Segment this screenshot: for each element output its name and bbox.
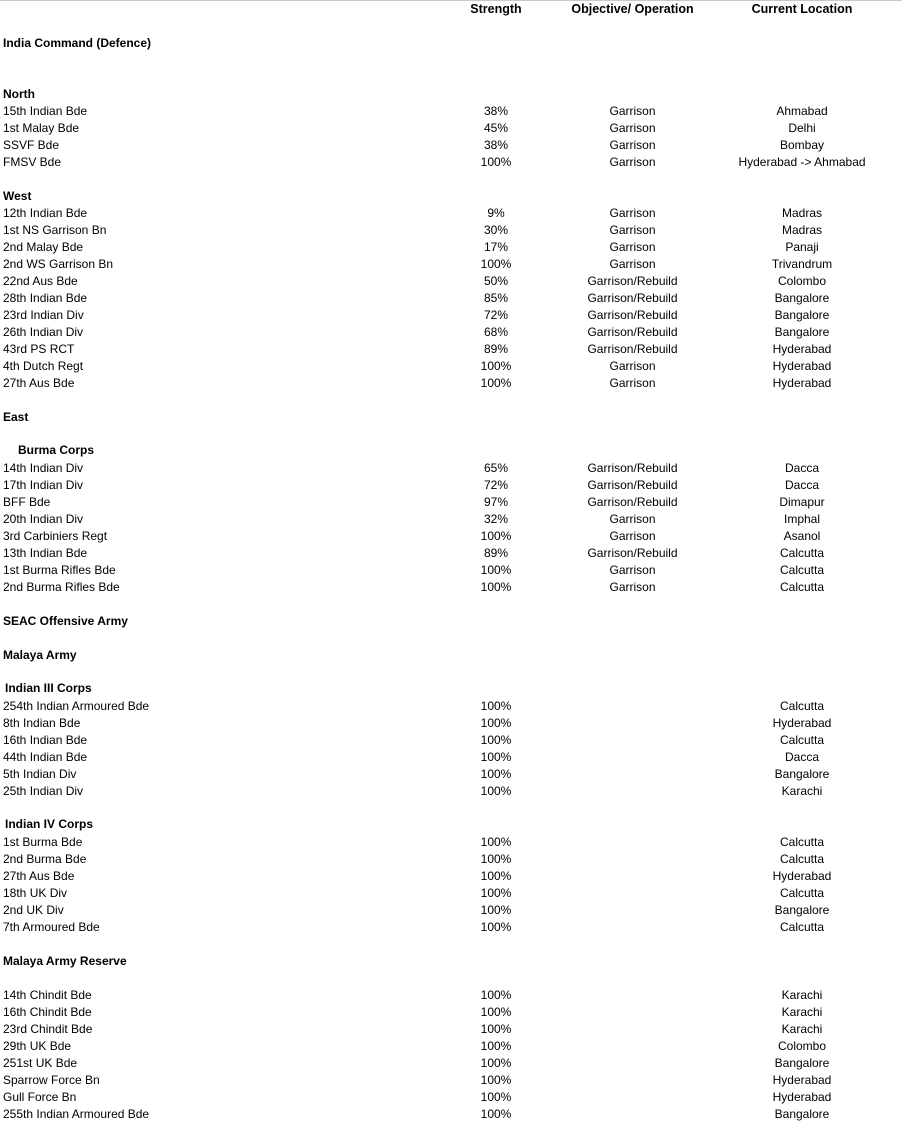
unit-strength: 100%: [480, 580, 512, 594]
unit-objective: [566, 902, 699, 919]
unit-location: Calcutta: [779, 886, 825, 900]
unit-row: [0, 715, 902, 732]
section-heading-row: [0, 613, 902, 630]
unit-location: Ahmabad: [776, 104, 828, 118]
section-heading-row: [0, 35, 902, 52]
section-title: India Command (Defence): [3, 36, 152, 50]
unit-name: 7th Armoured Bde: [3, 920, 100, 934]
unit-name: 18th UK Div: [3, 886, 68, 900]
section-heading-row: [0, 647, 902, 664]
unit-location: Dacca: [784, 750, 819, 764]
unit-strength: 45%: [483, 121, 509, 135]
unit-row: [0, 205, 902, 222]
unit-row: [0, 1089, 902, 1106]
unit-strength: 100%: [480, 1005, 512, 1019]
unit-strength: 100%: [480, 155, 512, 169]
unit-row: [0, 290, 902, 307]
header-location: Current Location: [751, 2, 853, 16]
unit-location: Calcutta: [779, 852, 825, 866]
unit-name: 16th Chindit Bde: [3, 1005, 92, 1019]
section-title: Malaya Army Reserve: [3, 954, 127, 968]
unit-strength: 97%: [483, 495, 509, 509]
unit-name: 23rd Indian Div: [3, 308, 84, 322]
unit-strength: 50%: [483, 274, 509, 288]
unit-strength: 85%: [483, 291, 509, 305]
unit-location: Calcutta: [779, 546, 825, 560]
unit-location: Madras: [781, 206, 822, 220]
unit-objective: [566, 851, 699, 868]
unit-name: 4th Dutch Regt: [3, 359, 84, 373]
unit-location: Hyderabad: [772, 1090, 832, 1104]
unit-location: Delhi: [788, 121, 816, 135]
unit-location: Bangalore: [774, 1056, 830, 1070]
unit-objective: [566, 766, 699, 783]
unit-strength: 100%: [480, 376, 512, 390]
unit-row: [0, 1055, 902, 1072]
unit-row: [0, 545, 902, 562]
unit-name: 2nd Burma Bde: [3, 852, 87, 866]
unit-row: [0, 375, 902, 392]
unit-row: [0, 511, 902, 528]
unit-name: 13th Indian Bde: [3, 546, 88, 560]
unit-name: 2nd Malay Bde: [3, 240, 84, 254]
unit-objective: Garrison: [609, 563, 656, 577]
unit-location: Panaji: [785, 240, 819, 254]
unit-location: Dimapur: [779, 495, 825, 509]
unit-objective: Garrison: [609, 257, 656, 271]
unit-objective: [566, 749, 699, 766]
unit-row: [0, 477, 902, 494]
section-title: Indian IV Corps: [5, 817, 94, 831]
unit-strength: 68%: [483, 325, 509, 339]
section-title: SEAC Offensive Army: [3, 614, 128, 628]
unit-objective: Garrison: [609, 376, 656, 390]
unit-row: [0, 749, 902, 766]
unit-name: 12th Indian Bde: [3, 206, 88, 220]
header-objective: Objective/ Operation: [571, 2, 694, 16]
unit-location: Karachi: [781, 988, 823, 1002]
unit-strength: 100%: [480, 920, 512, 934]
unit-objective: [566, 919, 699, 936]
unit-objective: Garrison/Rebuild: [587, 291, 678, 305]
unit-objective: Garrison: [609, 206, 656, 220]
unit-row: [0, 919, 902, 936]
unit-strength: 100%: [480, 1039, 512, 1053]
unit-strength: 100%: [480, 1073, 512, 1087]
unit-name: 14th Indian Div: [3, 461, 84, 475]
unit-location: Hyderabad: [772, 342, 832, 356]
unit-strength: 89%: [483, 342, 509, 356]
unit-objective: [566, 1089, 699, 1106]
section-title: West: [3, 189, 32, 203]
unit-objective: Garrison: [609, 104, 656, 118]
unit-objective: [566, 715, 699, 732]
unit-strength: 100%: [480, 852, 512, 866]
unit-row: [0, 358, 902, 375]
unit-row: [0, 103, 902, 120]
unit-row: [0, 120, 902, 137]
unit-strength: 100%: [480, 886, 512, 900]
section-heading-row: [0, 188, 902, 205]
unit-location: Hyderabad: [772, 376, 832, 390]
unit-row: [0, 783, 902, 800]
unit-name: 2nd Burma Rifles Bde: [3, 580, 120, 594]
unit-name: 27th Aus Bde: [3, 376, 75, 390]
unit-objective: Garrison: [609, 512, 656, 526]
unit-objective: Garrison: [609, 240, 656, 254]
unit-row: [0, 273, 902, 290]
unit-location: Madras: [781, 223, 822, 237]
unit-strength: 9%: [487, 206, 505, 220]
unit-row: [0, 222, 902, 239]
unit-name: 255th Indian Armoured Bde: [3, 1107, 150, 1121]
unit-strength: 65%: [483, 461, 509, 475]
unit-row: [0, 698, 902, 715]
section-heading-row: [0, 86, 902, 103]
unit-name: 1st Burma Bde: [3, 835, 83, 849]
unit-objective: Garrison: [609, 580, 656, 594]
unit-strength: 30%: [483, 223, 509, 237]
unit-strength: 100%: [480, 1022, 512, 1036]
unit-strength: 72%: [483, 478, 509, 492]
unit-row: [0, 885, 902, 902]
unit-name: 3rd Carbiniers Regt: [3, 529, 108, 543]
unit-location: Calcutta: [779, 920, 825, 934]
unit-location: Hyderabad -> Ahmabad: [738, 155, 866, 169]
unit-strength: 100%: [480, 903, 512, 917]
unit-row: [0, 154, 902, 171]
unit-row: [0, 256, 902, 273]
unit-location: Karachi: [781, 784, 823, 798]
unit-row: [0, 341, 902, 358]
unit-location: Bangalore: [774, 291, 830, 305]
unit-name: 1st NS Garrison Bn: [3, 223, 107, 237]
unit-location: Hyderabad: [772, 869, 832, 883]
unit-row: [0, 987, 902, 1004]
unit-objective: Garrison: [609, 223, 656, 237]
unit-name: BFF Bde: [3, 495, 51, 509]
unit-name: 29th UK Bde: [3, 1039, 72, 1053]
unit-location: Bangalore: [774, 308, 830, 322]
unit-objective: [566, 1004, 699, 1021]
unit-objective: Garrison: [609, 121, 656, 135]
unit-name: 22nd Aus Bde: [3, 274, 78, 288]
section-heading-row: [0, 680, 902, 697]
section-heading-row: [0, 953, 902, 970]
unit-strength: 38%: [483, 104, 509, 118]
unit-objective: [566, 987, 699, 1004]
unit-location: Colombo: [777, 1039, 827, 1053]
unit-strength: 38%: [483, 138, 509, 152]
unit-row: [0, 1072, 902, 1089]
unit-objective: [566, 1072, 699, 1089]
unit-strength: 100%: [480, 1107, 512, 1121]
section-title: Malaya Army: [3, 648, 77, 662]
unit-name: 2nd UK Div: [3, 903, 64, 917]
unit-strength: 100%: [480, 784, 512, 798]
unit-location: Hyderabad: [772, 1073, 832, 1087]
unit-strength: 100%: [480, 529, 512, 543]
unit-location: Colombo: [777, 274, 827, 288]
unit-objective: [566, 698, 699, 715]
unit-objective: [566, 783, 699, 800]
unit-name: 17th Indian Div: [3, 478, 84, 492]
unit-name: 1st Burma Rifles Bde: [3, 563, 116, 577]
unit-row: [0, 579, 902, 596]
unit-row: [0, 766, 902, 783]
unit-row: [0, 1004, 902, 1021]
section-heading-row: [0, 442, 902, 459]
unit-location: Bombay: [779, 138, 825, 152]
unit-location: Trivandrum: [771, 257, 833, 271]
unit-objective: [566, 834, 699, 851]
unit-strength: 17%: [483, 240, 509, 254]
unit-objective: [566, 732, 699, 749]
unit-row: [0, 732, 902, 749]
section-heading-row: [0, 816, 902, 833]
unit-strength: 100%: [480, 835, 512, 849]
unit-name: 26th Indian Div: [3, 325, 84, 339]
unit-location: Asanol: [783, 529, 821, 543]
unit-objective: Garrison/Rebuild: [587, 495, 678, 509]
unit-row: [0, 528, 902, 545]
unit-row: [0, 834, 902, 851]
unit-location: Dacca: [784, 461, 819, 475]
unit-objective: [566, 868, 699, 885]
unit-row: [0, 494, 902, 511]
section-title: East: [3, 410, 29, 424]
unit-location: Imphal: [783, 512, 821, 526]
unit-location: Calcutta: [779, 733, 825, 747]
unit-strength: 100%: [480, 563, 512, 577]
unit-row: [0, 1106, 902, 1123]
unit-name: 28th Indian Bde: [3, 291, 88, 305]
unit-row: [0, 851, 902, 868]
unit-objective: [566, 1106, 699, 1123]
unit-name: 43rd PS RCT: [3, 342, 75, 356]
unit-row: [0, 324, 902, 341]
unit-name: Sparrow Force Bn: [3, 1073, 100, 1087]
unit-name: FMSV Bde: [3, 155, 62, 169]
unit-location: Bangalore: [774, 767, 830, 781]
unit-strength: 100%: [480, 733, 512, 747]
unit-name: 254th Indian Armoured Bde: [3, 699, 150, 713]
unit-objective: Garrison/Rebuild: [587, 342, 678, 356]
unit-name: 1st Malay Bde: [3, 121, 80, 135]
unit-strength: 100%: [480, 1056, 512, 1070]
unit-strength: 100%: [480, 359, 512, 373]
unit-strength: 100%: [480, 750, 512, 764]
unit-location: Hyderabad: [772, 359, 832, 373]
unit-row: [0, 562, 902, 579]
unit-objective: Garrison: [609, 529, 656, 543]
column-header-row: [0, 1, 902, 18]
unit-location: Bangalore: [774, 903, 830, 917]
unit-row: [0, 902, 902, 919]
unit-name: 25th Indian Div: [3, 784, 84, 798]
unit-strength: 100%: [480, 1090, 512, 1104]
unit-objective: Garrison: [609, 359, 656, 373]
unit-objective: Garrison/Rebuild: [587, 478, 678, 492]
unit-strength: 32%: [483, 512, 509, 526]
unit-row: [0, 1021, 902, 1038]
unit-objective: Garrison/Rebuild: [587, 308, 678, 322]
unit-name: 8th Indian Bde: [3, 716, 81, 730]
unit-objective: Garrison: [609, 155, 656, 169]
unit-objective: Garrison/Rebuild: [587, 546, 678, 560]
unit-location: Bangalore: [774, 325, 830, 339]
unit-row: [0, 239, 902, 256]
unit-row: [0, 137, 902, 154]
unit-location: Bangalore: [774, 1107, 830, 1121]
unit-name: 251st UK Bde: [3, 1056, 78, 1070]
unit-location: Hyderabad: [772, 716, 832, 730]
unit-objective: [566, 1055, 699, 1072]
unit-objective: [566, 1021, 699, 1038]
unit-row: [0, 1038, 902, 1055]
unit-strength: 100%: [480, 699, 512, 713]
section-heading-row: [0, 409, 902, 426]
unit-name: 44th Indian Bde: [3, 750, 88, 764]
unit-name: 14th Chindit Bde: [3, 988, 92, 1002]
unit-strength: 72%: [483, 308, 509, 322]
section-title: Burma Corps: [18, 443, 95, 457]
unit-objective: Garrison: [609, 138, 656, 152]
unit-location: Calcutta: [779, 699, 825, 713]
header-strength: Strength: [470, 2, 522, 16]
unit-row: [0, 307, 902, 324]
unit-strength: 100%: [480, 767, 512, 781]
unit-location: Karachi: [781, 1022, 823, 1036]
unit-name: 5th Indian Div: [3, 767, 77, 781]
section-title: North: [3, 87, 35, 101]
unit-location: Calcutta: [779, 835, 825, 849]
unit-location: Calcutta: [779, 563, 825, 577]
unit-location: Dacca: [784, 478, 819, 492]
section-title: Indian III Corps: [5, 681, 92, 695]
unit-name: 20th Indian Div: [3, 512, 84, 526]
unit-strength: 100%: [480, 257, 512, 271]
unit-row: [0, 460, 902, 477]
unit-objective: Garrison/Rebuild: [587, 461, 678, 475]
unit-name: Gull Force Bn: [3, 1090, 77, 1104]
unit-location: Karachi: [781, 1005, 823, 1019]
unit-name: 23rd Chindit Bde: [3, 1022, 93, 1036]
unit-name: SSVF Bde: [3, 138, 60, 152]
unit-objective: [566, 1038, 699, 1055]
unit-name: 15th Indian Bde: [3, 104, 88, 118]
unit-location: Calcutta: [779, 580, 825, 594]
unit-strength: 100%: [480, 869, 512, 883]
unit-name: 16th Indian Bde: [3, 733, 88, 747]
unit-strength: 100%: [480, 716, 512, 730]
unit-strength: 100%: [480, 988, 512, 1002]
unit-row: [0, 868, 902, 885]
unit-objective: Garrison/Rebuild: [587, 325, 678, 339]
unit-objective: [566, 885, 699, 902]
unit-strength: 89%: [483, 546, 509, 560]
unit-objective: Garrison/Rebuild: [587, 274, 678, 288]
unit-name: 2nd WS Garrison Bn: [3, 257, 114, 271]
unit-name: 27th Aus Bde: [3, 869, 75, 883]
